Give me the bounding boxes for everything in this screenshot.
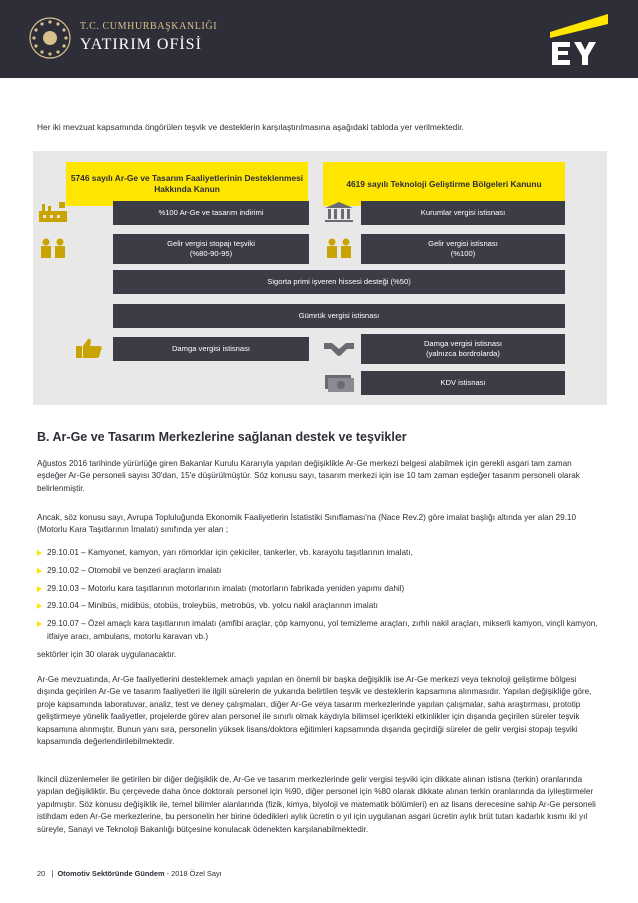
left-row-2-line-2: (%80-90-95): [189, 249, 233, 258]
page-footer: [37, 869, 222, 878]
list-item: 29.10.07 – Özel amaçlı kara taşıtlarının imalatı (amfibi araçlar, çöp kamyonu, yol temizleme araçları, zırhlı nakil araçları, mikserli kamyon, vinçli kamyon, itfaiye aracı, ambulans, motorlu karavan vb.): [37, 618, 607, 643]
yatirim-ofisi-logo: [28, 14, 248, 64]
left-row-1-text: %100 Ar-Ge ve tasarım indirimi: [158, 208, 264, 217]
paragraph-4: Ar-Ge mevzuatında, Ar-Ge faaliyetlerini desteklemek amaçlı yapılan en önemli bir başka değişiklik ise Ar-Ge merkezi veya teknoloji geliştirme bölgesi dışında geçirilen Ar-Ge ve tasarım faaliyetleri ile ilgili sürelerin de yukarıda belirtilen teşvik ve desteklerin kapsamına alınmasıdır. Yapılan değişikliğe göre, proje kapsamında laboratuvar, analiz, test ve deney çalışmaları, diğer Ar-Ge veya tasarım merkezlerinde yapılan çalışmalar, saha araştırması, prototip geliştirmeye yönelik faaliyetler, projelerde görev alan personel ile sınırlı olmak kaydıyla bilimsel içerikteki etkinlikler için dışarıda geçirilen süreler teşvik kapsamına alınmıştır. Bunun yanı sıra, personelin yüksek lisans/doktora eğitimleri kapsamında dışarıda geçirdiği süreler de gelir vergisi stopajı teşviki kapsamında değerlendirilebilmektedir.: [37, 675, 592, 747]
list-item: 29.10.01 – Kamyonet, kamyon, yarı römorklar için çekiciler, tankerler, vb. karayolu taşıtlarının imalatı,: [37, 547, 607, 559]
factory-icon: [37, 201, 69, 223]
handshake-icon: [323, 337, 355, 359]
publication-name: Otomotiv Sektöründe Gündem: [57, 869, 165, 878]
money-icon: [323, 371, 355, 393]
nace-code-list: [37, 547, 607, 648]
people-icon: [323, 237, 355, 259]
left-row-2-line-1: Gelir vergisi stopajı teşviki: [167, 239, 255, 248]
list-item: 29.10.03 – Motorlu kara taşıtlarının motorlarının imalatı (motorların fabrikada yeniden yapımı dahil): [37, 583, 607, 595]
bullet-icon: [37, 550, 42, 556]
right-row-1-text: Kurumlar vergisi istisnası: [420, 208, 506, 217]
people-icon: [37, 237, 69, 259]
page-header: [0, 0, 638, 78]
intro-text: Her iki mevzuat kapsamında öngörülen teşvik ve desteklerin karşılaştırılmasına aşağıdaki tabloda yer verilmektedir.: [37, 122, 464, 132]
edition-name: - 2018 Özel Sayı: [166, 869, 222, 878]
presidential-seal-icon: [28, 16, 72, 60]
right-row-3: [361, 334, 565, 364]
paragraph-5: İkincil düzenlemeler ile getirilen bir diğer değişiklik de, Ar-Ge ve tasarım merkezlerinde gelir vergisi teşviki için dikkate alınan istisna (terkin) oranlarında yapılan değişikliktir. Bu çerçevede daha önce doktoralı personel için %90, diğer personel için %80 olarak dikkate alınan terkin oranlarında da iyileştirmeler yapılmıştır. Söz konusu değişiklik ile, temel bilimler alanlarında (fizik, kimya, biyoloji ve matematik bölümleri) en az lisans derecesine sahip Ar-Ge personeli istihdam eden Ar-Ge merkezlerine, bu personelin her birine ödedikleri aylık ücretin o yıl için uygulanan asgari ücretin aylık brüt tutarı kadarlık kısmı iki yıl süreyle, Sanayi ve Teknoloji Bakanlığı bütçesine konulacak ödenekten karşılanabilmektedir.: [37, 775, 596, 834]
page-number: 20: [37, 869, 46, 878]
right-row-4: [361, 371, 565, 395]
right-row-4-text: KDV istisnası: [440, 378, 486, 387]
logo-line-1: T.C. CUMHURBAŞKANLIĞI: [80, 21, 218, 32]
left-row-1: [113, 201, 309, 225]
right-row-1: [361, 201, 565, 225]
left-row-2: [113, 234, 309, 264]
right-row-2-line-1: Gelir vergisi istisnası: [428, 239, 498, 248]
logo-line-2: YATIRIM OFİSİ: [80, 36, 202, 53]
right-column-header: 4619 sayılı Teknoloji Geliştirme Bölgeleri Kanunu: [323, 162, 565, 206]
left-column-header: 5746 sayılı Ar-Ge ve Tasarım Faaliyetlerinin Desteklenmesi Hakkında Kanun: [66, 162, 308, 206]
paragraph-3: sektörler için 30 olarak uygulanacaktır.: [37, 650, 177, 659]
left-row-3-text: Damga vergisi istisnası: [171, 344, 251, 353]
thumbs-up-icon: [73, 337, 105, 359]
shared-row-2: [113, 304, 565, 328]
right-row-2-line-2: (%100): [450, 249, 476, 258]
right-row-3-line-1: Damga vergisi istisnası: [423, 339, 503, 348]
paragraph-1: Ağustos 2016 tarihinde yürürlüğe giren Bakanlar Kurulu Kararıyla yapılan değişiklikle Ar-Ge merkezi belgesi alabilmek için gerekli asgari tam zaman eşdeğer Ar-Ge personeli sayısı 30'dan, 15'e düşürülmüştür. Söz konusu sayı, tasarım merkezi için ise 10 tam zaman eşdeğer tasarım personeli olarak belirlenmiştir.: [37, 459, 580, 493]
comparison-table: [33, 151, 607, 405]
list-item: 29.10.02 – Otomobil ve benzeri araçların imalatı: [37, 565, 607, 577]
bullet-icon: [37, 586, 42, 592]
left-row-3: [113, 337, 309, 361]
right-row-3-line-2: (yalnızca bordrolarda): [426, 349, 500, 358]
list-item: 29.10.04 – Minibüs, midibüs, otobüs, troleybüs, metrobüs, vb. yolcu nakil araçlarının imalatı: [37, 600, 607, 612]
shared-row-1-text: Sigorta primi işveren hissesi desteği (%50): [267, 277, 411, 286]
section-title: B. Ar-Ge ve Tasarım Merkezlerine sağlanan destek ve teşvikler: [37, 430, 407, 444]
bullet-icon: [37, 568, 42, 574]
shared-row-2-text: Gümrük vergisi istisnası: [298, 311, 380, 320]
paragraph-2: Ancak, söz konusu sayı, Avrupa Topluluğunda Ekonomik Faaliyetlerin İstatistiki Sınıflaması'na (Nace Rev.2) göre imalat başlığı altında yer alan 29.10 (Motorlu Kara Taşıtlarının İmalatı) sınıfında yer alan ;: [37, 513, 577, 535]
right-row-2: [361, 234, 565, 264]
ey-logo: [546, 10, 608, 68]
building-columns-icon: [323, 201, 355, 223]
bullet-icon: [37, 603, 42, 609]
footer-separator: |: [51, 869, 54, 878]
shared-row-1: [113, 270, 565, 294]
bullet-icon: [37, 621, 42, 627]
